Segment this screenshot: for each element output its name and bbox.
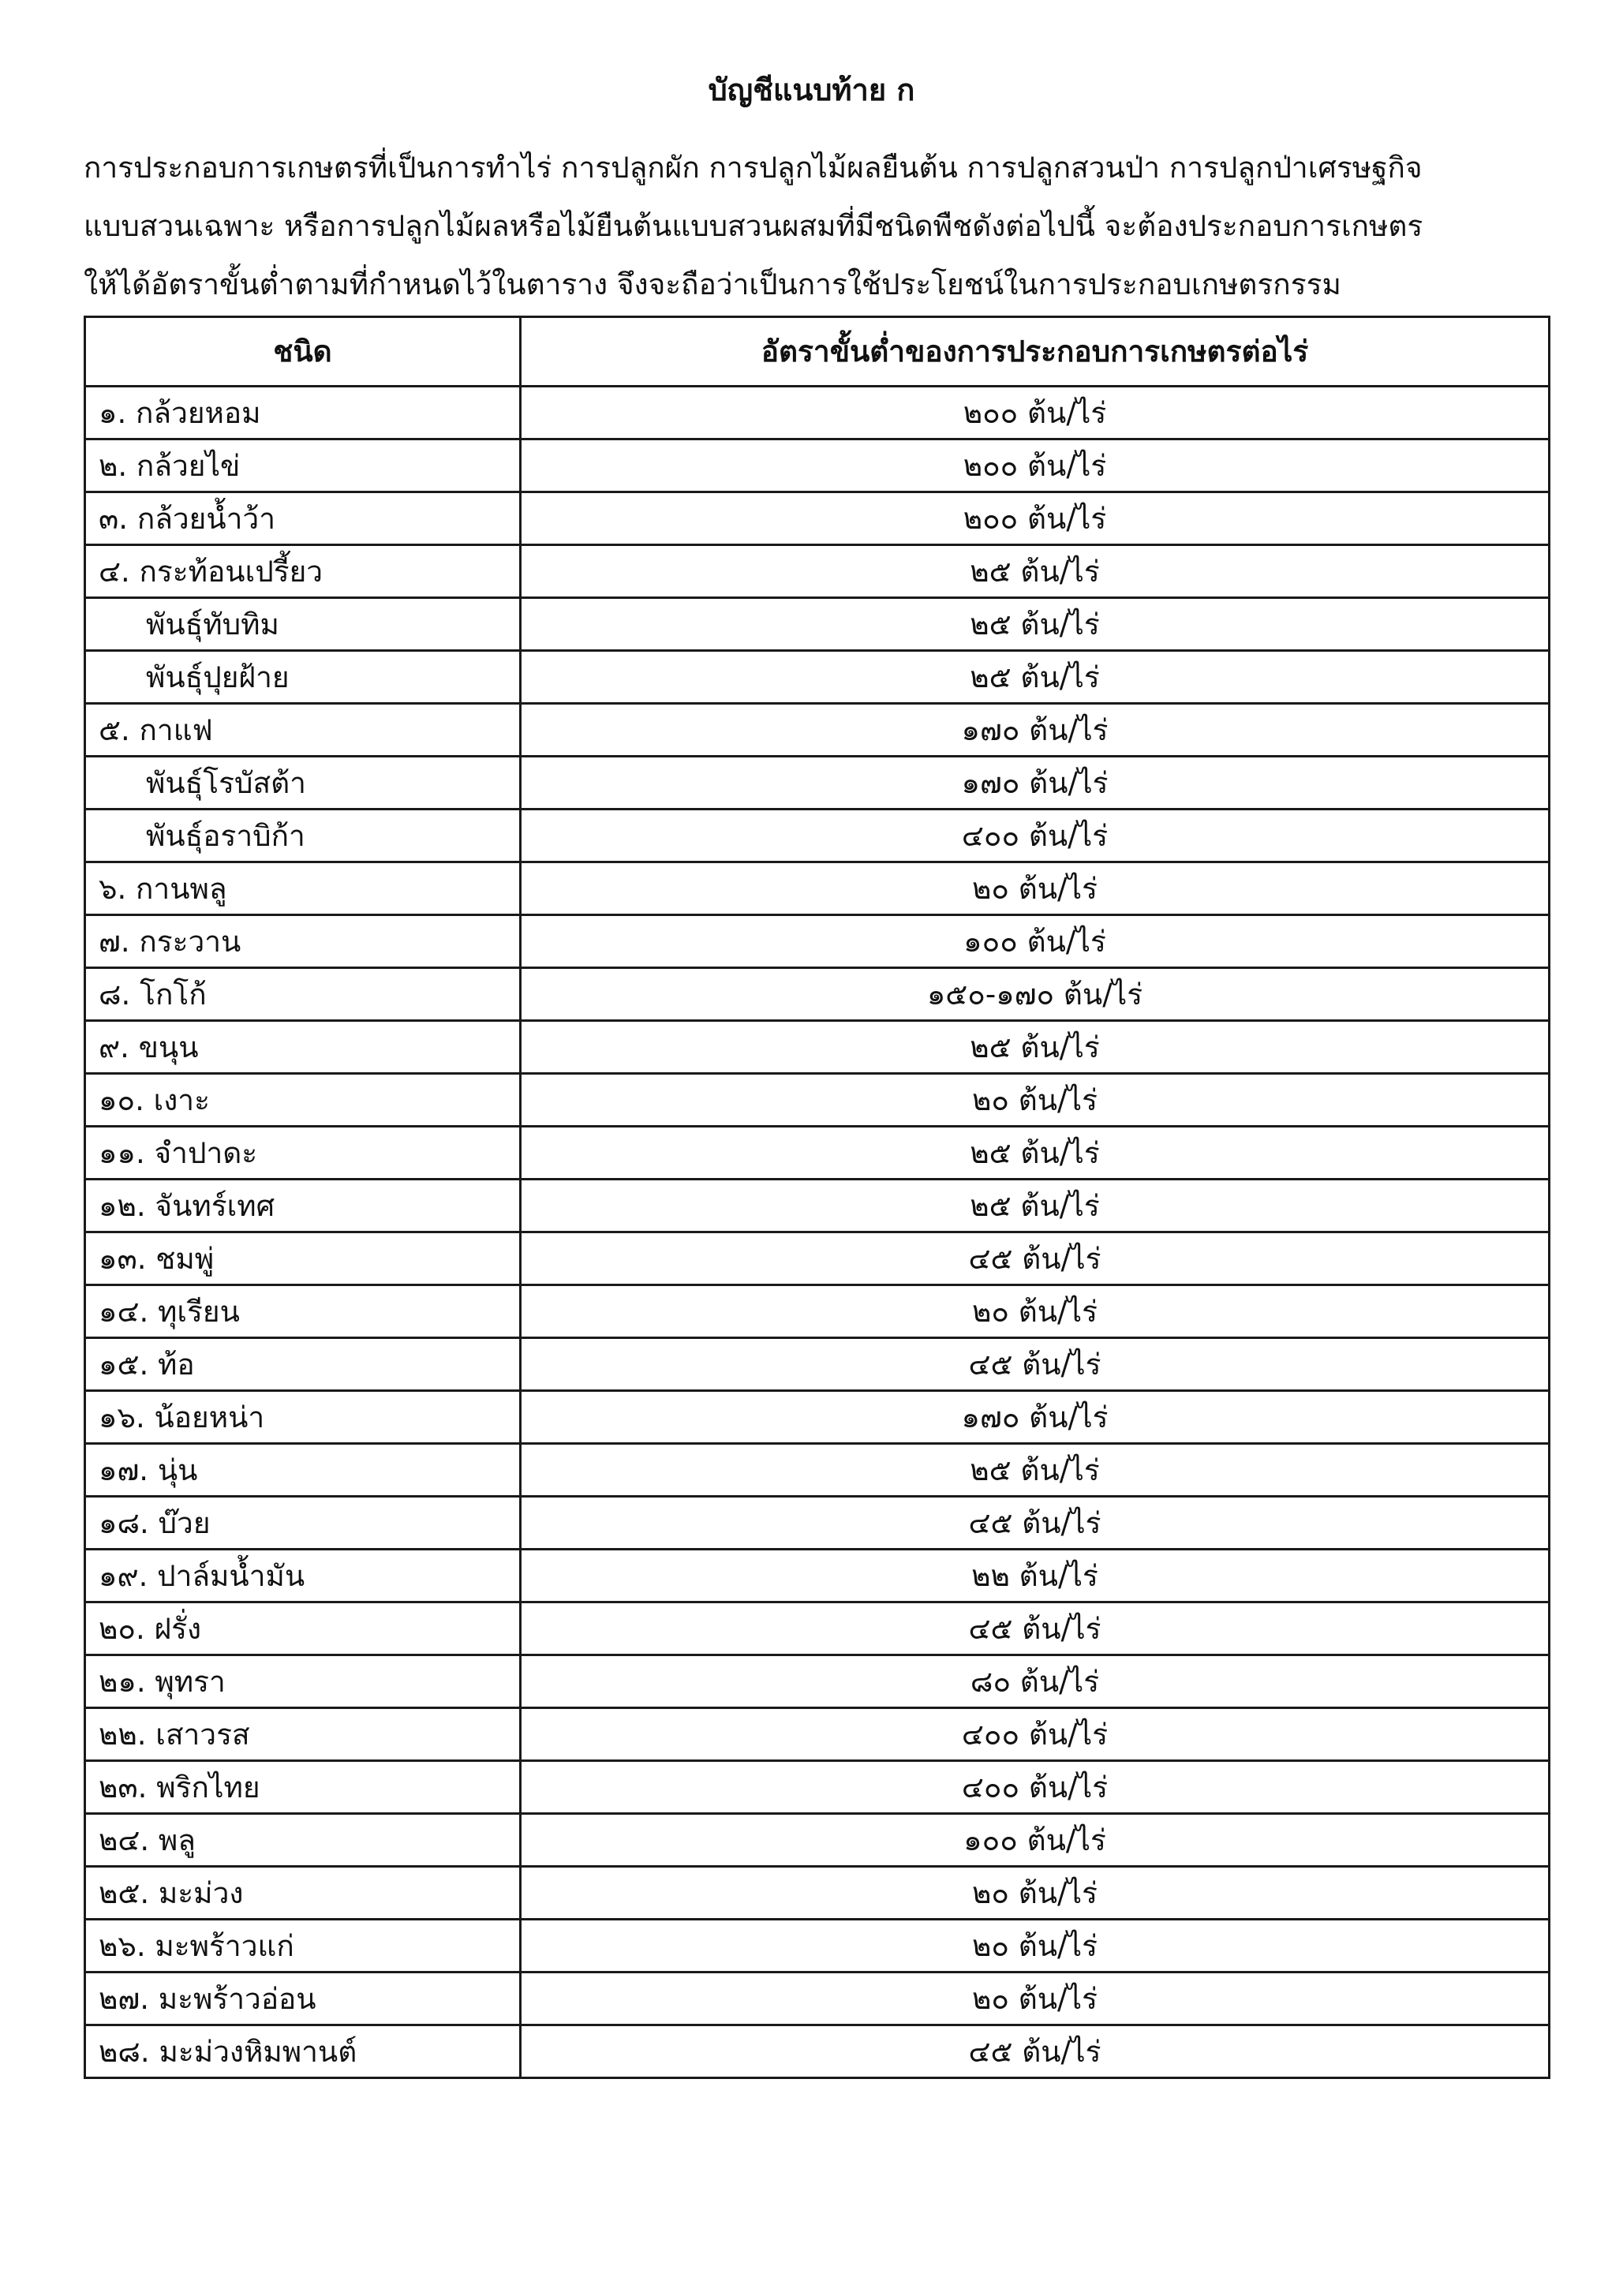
rate-cell: ๒๐ ต้น/ไร่ xyxy=(521,1867,1550,1920)
rate-cell: ๔๕ ต้น/ไร่ xyxy=(521,1338,1550,1391)
plant-type-cell: พันธุ์ปุยฝ้าย xyxy=(85,651,521,704)
table-row xyxy=(85,1550,1550,1602)
rate-cell: ๒๒ ต้น/ไร่ xyxy=(521,1550,1550,1602)
plant-type-cell: ๓. กล้วยน้ำว้า xyxy=(85,492,521,545)
rate-cell: ๒๐๐ ต้น/ไร่ xyxy=(521,492,1550,545)
rate-cell: ๔๐๐ ต้น/ไร่ xyxy=(521,1708,1550,1761)
table-row xyxy=(85,1127,1550,1180)
plant-type-cell: พันธุ์โรบัสต้า xyxy=(85,757,521,810)
table-row xyxy=(85,1074,1550,1127)
plant-type-cell: ๖. กานพลู xyxy=(85,862,521,915)
table-row xyxy=(85,1761,1550,1814)
table-row xyxy=(85,1497,1550,1550)
table-row xyxy=(85,545,1550,598)
table-row xyxy=(85,862,1550,915)
plant-type-cell: ๑๓. ชมพู่ xyxy=(85,1232,521,1285)
table-row xyxy=(85,1021,1550,1074)
table-row xyxy=(85,492,1550,545)
rate-cell: ๒๕ ต้น/ไร่ xyxy=(521,1021,1550,1074)
plant-type-cell: พันธุ์อราบิก้า xyxy=(85,810,521,862)
table-row xyxy=(85,1232,1550,1285)
plant-type-cell: ๕. กาแฟ xyxy=(85,704,521,757)
plant-type-cell: ๒๖. มะพร้าวแก่ xyxy=(85,1920,521,1973)
plant-type-cell: พันธุ์ทับทิม xyxy=(85,598,521,651)
rate-cell: ๔๕ ต้น/ไร่ xyxy=(521,1232,1550,1285)
table-row xyxy=(85,598,1550,651)
plant-type-cell: ๑๑. จำปาดะ xyxy=(85,1127,521,1180)
plant-type-cell: ๒. กล้วยไข่ xyxy=(85,439,521,492)
plant-type-cell: ๒๗. มะพร้าวอ่อน xyxy=(85,1973,521,2025)
table-header-row xyxy=(85,317,1550,387)
table-row xyxy=(85,1655,1550,1708)
intro-line: การประกอบการเกษตรที่เป็นการทำไร่ การปลูกผัก การปลูกไม้ผลยืนต้น การปลูกสวนป่า การปลูกป่าเศรษฐกิจ xyxy=(84,151,1423,185)
plant-type-cell: ๑. กล้วยหอม xyxy=(85,387,521,439)
plant-type-cell: ๒๒. เสาวรส xyxy=(85,1708,521,1761)
table-row xyxy=(85,1180,1550,1232)
plant-type-cell: ๙. ขนุน xyxy=(85,1021,521,1074)
rate-cell: ๒๐๐ ต้น/ไร่ xyxy=(521,439,1550,492)
rate-cell: ๑๗๐ ต้น/ไร่ xyxy=(521,757,1550,810)
plant-type-cell: ๗. กระวาน xyxy=(85,915,521,968)
rate-cell: ๒๐๐ ต้น/ไร่ xyxy=(521,387,1550,439)
rate-cell: ๑๗๐ ต้น/ไร่ xyxy=(521,1391,1550,1444)
table-row xyxy=(85,651,1550,704)
rate-cell: ๒๕ ต้น/ไร่ xyxy=(521,1180,1550,1232)
rate-cell: ๑๕๐-๑๗๐ ต้น/ไร่ xyxy=(521,968,1550,1021)
plant-type-cell: ๑๐. เงาะ xyxy=(85,1074,521,1127)
plant-type-cell: ๑๙. ปาล์มน้ำมัน xyxy=(85,1550,521,1602)
table-row xyxy=(85,1867,1550,1920)
table-row xyxy=(85,1285,1550,1338)
rate-cell: ๑๐๐ ต้น/ไร่ xyxy=(521,1814,1550,1867)
table-row xyxy=(85,1708,1550,1761)
rate-cell: ๒๐ ต้น/ไร่ xyxy=(521,862,1550,915)
table-row xyxy=(85,1973,1550,2025)
intro-line: แบบสวนเฉพาะ หรือการปลูกไม้ผลหรือไม้ยืนต้นแบบสวนผสมที่มีชนิดพืชดังต่อไปนี้ จะต้องประกอบการเกษตร xyxy=(84,209,1423,243)
table-row xyxy=(85,387,1550,439)
rate-cell: ๒๕ ต้น/ไร่ xyxy=(521,545,1550,598)
rates-table-container xyxy=(84,316,1548,2079)
plant-type-cell: ๑๖. น้อยหน่า xyxy=(85,1391,521,1444)
table-row xyxy=(85,810,1550,862)
table-body xyxy=(85,387,1550,2078)
table-row xyxy=(85,968,1550,1021)
rate-cell: ๘๐ ต้น/ไร่ xyxy=(521,1655,1550,1708)
plant-type-cell: ๑๘. บ๊วย xyxy=(85,1497,521,1550)
plant-type-cell: ๒๕. มะม่วง xyxy=(85,1867,521,1920)
rate-cell: ๒๕ ต้น/ไร่ xyxy=(521,1444,1550,1497)
rate-cell: ๔๕ ต้น/ไร่ xyxy=(521,1497,1550,1550)
table-row xyxy=(85,1391,1550,1444)
plant-type-cell: ๑๔. ทุเรียน xyxy=(85,1285,521,1338)
table-row xyxy=(85,2025,1550,2078)
rate-cell: ๔๐๐ ต้น/ไร่ xyxy=(521,810,1550,862)
plant-type-cell: ๒๔. พลู xyxy=(85,1814,521,1867)
rate-cell: ๒๐ ต้น/ไร่ xyxy=(521,1074,1550,1127)
plant-type-cell: ๑๕. ท้อ xyxy=(85,1338,521,1391)
plant-type-cell: ๔. กระท้อนเปรี้ยว xyxy=(85,545,521,598)
plant-type-cell: ๒๐. ฝรั่ง xyxy=(85,1602,521,1655)
plant-type-cell: ๑๒. จันทร์เทศ xyxy=(85,1180,521,1232)
table-row xyxy=(85,439,1550,492)
table-row xyxy=(85,1920,1550,1973)
table-row xyxy=(85,1338,1550,1391)
intro-line: ให้ได้อัตราขั้นต่ำตามที่กำหนดไว้ในตาราง จึงจะถือว่าเป็นการใช้ประโยชน์ในการประกอบเกษตรกรรม xyxy=(84,267,1341,301)
rate-cell: ๒๐ ต้น/ไร่ xyxy=(521,1920,1550,1973)
table-row xyxy=(85,757,1550,810)
header-rate: อัตราขั้นต่ำของการประกอบการเกษตรต่อไร่ xyxy=(521,317,1550,387)
plant-type-cell: ๒๘. มะม่วงหิมพานต์ xyxy=(85,2025,521,2078)
rate-cell: ๒๐ ต้น/ไร่ xyxy=(521,1973,1550,2025)
plant-type-cell: ๒๓. พริกไทย xyxy=(85,1761,521,1814)
rate-cell: ๔๕ ต้น/ไร่ xyxy=(521,1602,1550,1655)
rate-cell: ๑๗๐ ต้น/ไร่ xyxy=(521,704,1550,757)
plant-type-cell: ๘. โกโก้ xyxy=(85,968,521,1021)
rate-cell: ๔๐๐ ต้น/ไร่ xyxy=(521,1761,1550,1814)
rate-cell: ๒๐ ต้น/ไร่ xyxy=(521,1285,1550,1338)
header-type: ชนิด xyxy=(85,317,521,387)
rates-table xyxy=(84,316,1550,2079)
table-row xyxy=(85,704,1550,757)
rate-cell: ๒๕ ต้น/ไร่ xyxy=(521,598,1550,651)
rate-cell: ๑๐๐ ต้น/ไร่ xyxy=(521,915,1550,968)
rate-cell: ๒๕ ต้น/ไร่ xyxy=(521,651,1550,704)
plant-type-cell: ๑๗. นุ่น xyxy=(85,1444,521,1497)
intro-paragraph xyxy=(84,139,1551,314)
rate-cell: ๔๕ ต้น/ไร่ xyxy=(521,2025,1550,2078)
page-title: บัญชีแนบท้าย ก xyxy=(708,73,915,107)
plant-type-cell: ๒๑. พุทรา xyxy=(85,1655,521,1708)
table-row xyxy=(85,915,1550,968)
rate-cell: ๒๕ ต้น/ไร่ xyxy=(521,1127,1550,1180)
table-row xyxy=(85,1602,1550,1655)
table-row xyxy=(85,1444,1550,1497)
table-row xyxy=(85,1814,1550,1867)
